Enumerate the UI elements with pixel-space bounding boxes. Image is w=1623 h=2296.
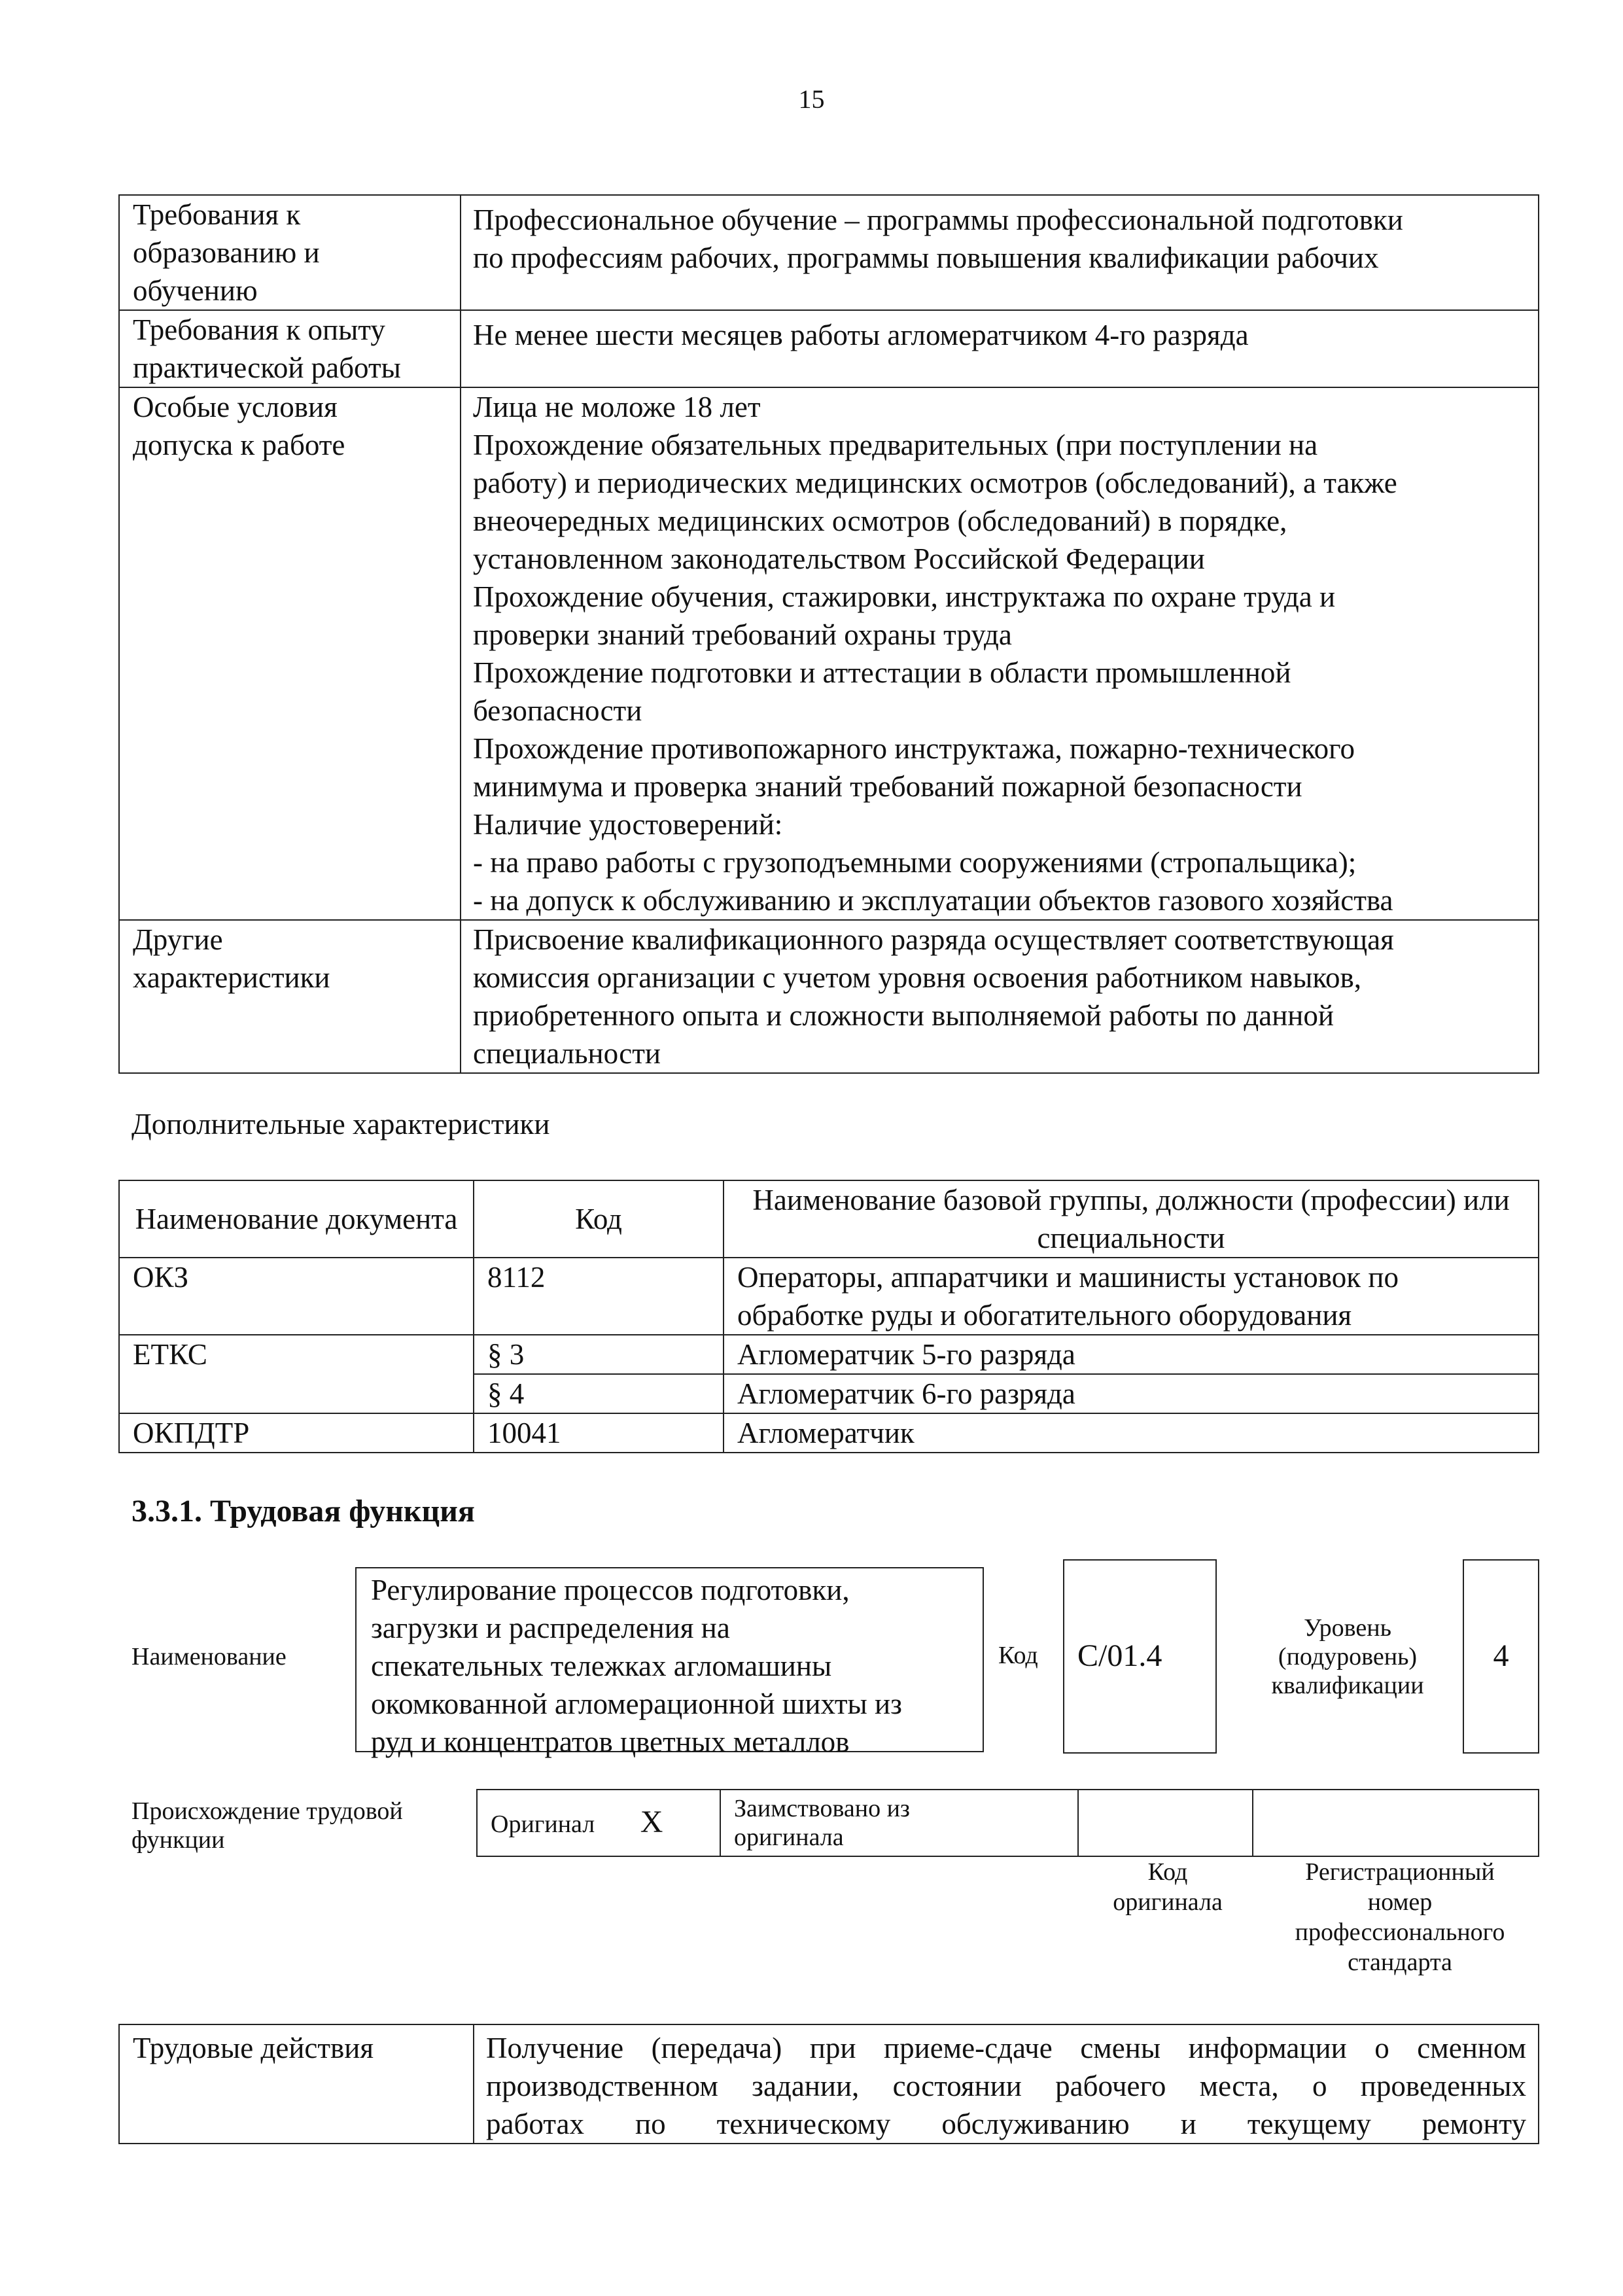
cell-code: § 3 xyxy=(474,1335,724,1374)
code-label: Код xyxy=(998,1642,1038,1669)
cell-name: Агломератчик 6-го разряда xyxy=(724,1374,1539,1413)
row-label: Требования к опыту практической работы xyxy=(119,310,461,387)
cell-name: Агломератчик 5-го разряда xyxy=(724,1335,1539,1374)
borrowed-cell: Заимствовано из оригинала xyxy=(720,1790,1078,1856)
code-value: C/01.4 xyxy=(1063,1559,1217,1754)
name-label: Наименование xyxy=(131,1643,287,1670)
section-title: 3.3.1. Трудовая функция xyxy=(131,1494,475,1528)
row-value: Лица не моложе 18 лет Прохождение обязательных предварительных (при поступлении на работу) и периодических медицинских осмотров (обследований), а также внеочередных медицинских осмотров (обследований) в порядке, установленном законодательством Российской Федерации Прохождение обучения, стажировки, инструктажа по охране труда и проверки знаний требований охраны труда Прохождение подготовки и аттестации в области промышленной безопасности Прохождение противопожарного инструктажа, пожарно-технического минимума и проверка знаний требований пожарной безопасности Наличие удостоверений: - на право работы с грузоподъемными сооружениями (стропальщика); - на допуск к обслуживанию и эксплуатации объектов газового хозяйства xyxy=(461,387,1539,920)
level-value: 4 xyxy=(1463,1559,1539,1754)
cell-code: 8112 xyxy=(474,1258,724,1335)
cell-name: Операторы, аппаратчики и машинисты установок по обработке руды и обогатительного оборудования xyxy=(724,1258,1539,1335)
table-row xyxy=(119,387,1539,920)
origin-label: Происхождение трудовой функции xyxy=(131,1797,403,1854)
reg-caption: Регистрационный номер профессионального стандарта xyxy=(1295,1858,1505,1976)
cell-name: Агломератчик xyxy=(724,1413,1539,1453)
additional-table xyxy=(118,1180,1539,1453)
row-label: Другие характеристики xyxy=(119,920,461,1073)
original-mark: X xyxy=(640,1804,663,1839)
function-name-box: Регулирование процессов подготовки, загрузки и распределения на спекательных тележках агломашины окомкованной агломерационной шихты из руд и концентратов цветных металлов xyxy=(355,1567,984,1752)
origin-table xyxy=(476,1789,1539,1857)
table-row xyxy=(119,1258,1539,1335)
additional-title: Дополнительные характеристики xyxy=(131,1108,550,1140)
row-value: Не менее шести месяцев работы агломератчиком 4-го разряда xyxy=(461,310,1539,387)
table-header-row xyxy=(119,1180,1539,1258)
cell-doc: ОКЗ xyxy=(119,1258,474,1335)
level-label: Уровень (подуровень) квалификации xyxy=(1271,1614,1424,1699)
actions-value: Получение (передача) при приеме-сдаче смены информации о сменном производственном задании, состоянии рабочего места, о проведенных работах по техническому обслуживанию и текущему ремонту xyxy=(474,2024,1539,2144)
header-name: Наименование базовой группы, должности (профессии) или специальности xyxy=(724,1180,1539,1258)
table-row xyxy=(119,920,1539,1073)
requirements-table xyxy=(118,194,1539,1074)
cell-code: § 4 xyxy=(474,1374,724,1413)
table-row xyxy=(477,1790,1539,1856)
original-code-cell xyxy=(1078,1790,1253,1856)
row-value: Присвоение квалификационного разряда осуществляет соответствующая комиссия организации с учетом уровня освоения работником навыков, приобретенного опыта и сложности выполняемой работы по данной специальности xyxy=(461,920,1539,1073)
page-number: 15 xyxy=(798,84,825,114)
original-cell: Оригинал X xyxy=(477,1790,720,1856)
actions-table xyxy=(118,2024,1539,2144)
table-row xyxy=(119,195,1539,310)
table-row xyxy=(119,1335,1539,1374)
table-row xyxy=(119,2024,1539,2144)
row-value: Профессиональное обучение – программы профессиональной подготовки по профессиям рабочих, программы повышения квалификации рабочих xyxy=(461,195,1539,310)
actions-label: Трудовые действия xyxy=(119,2024,474,2144)
code-caption: Код оригинала xyxy=(1113,1858,1223,1916)
table-row xyxy=(119,310,1539,387)
row-label: Требования к образованию и обучению xyxy=(119,195,461,310)
cell-doc: ОКПДТР xyxy=(119,1413,474,1453)
table-row xyxy=(119,1413,1539,1453)
reg-number-cell xyxy=(1253,1790,1539,1856)
cell-code: 10041 xyxy=(474,1413,724,1453)
cell-doc: ЕТКС xyxy=(119,1335,474,1413)
header-doc: Наименование документа xyxy=(119,1180,474,1258)
header-code: Код xyxy=(474,1180,724,1258)
row-label: Особые условия допуска к работе xyxy=(119,387,461,920)
